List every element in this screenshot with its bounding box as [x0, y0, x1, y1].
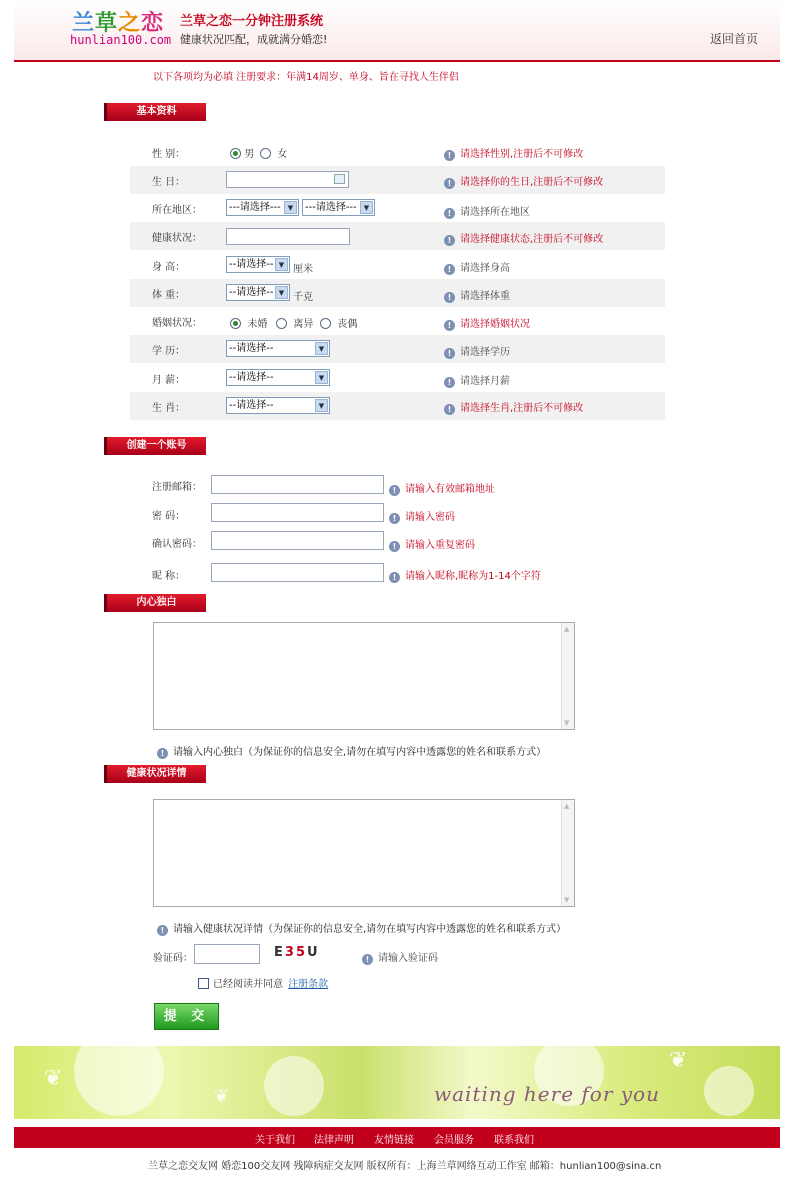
zodiac-hint: ! 请选择生肖,注册后不可修改: [444, 399, 583, 415]
back-home-link[interactable]: 返回首页: [710, 32, 759, 46]
radio-female[interactable]: [260, 148, 271, 159]
height-unit: 厘米: [293, 264, 313, 275]
gender-female-option[interactable]: [260, 145, 287, 160]
region-hint: ! 请选择所在地区: [444, 203, 530, 219]
captcha-char: 3: [284, 945, 296, 960]
section-create-account: 创建一个账号: [104, 437, 206, 455]
chevron-down-icon: ▼: [315, 399, 328, 412]
weight-hint: ! 请选择体重: [444, 287, 510, 303]
footer-link-friends[interactable]: 友情链接: [374, 1135, 414, 1146]
row-region: [130, 194, 665, 222]
info-icon: !: [157, 748, 168, 759]
confirm-password-input[interactable]: [211, 531, 384, 550]
height-label: 身 高：: [152, 262, 186, 273]
nickname-input[interactable]: [211, 563, 384, 582]
captcha-char: U: [306, 945, 320, 960]
row-marital: [130, 307, 665, 335]
education-label: 学 历：: [152, 346, 186, 357]
gender-male-option[interactable]: [230, 145, 254, 160]
gender-label: 性 别：: [152, 149, 186, 160]
footer-nav: [14, 1127, 780, 1148]
submit-button[interactable]: 提 交: [154, 1003, 219, 1030]
education-select[interactable]: --请选择-- ▼: [226, 340, 330, 357]
health-hint: ! 请选择健康状态,注册后不可修改: [444, 230, 603, 246]
confirm-password-label: 确认密码：: [152, 539, 202, 550]
gender-female-label: 女: [277, 149, 288, 160]
region-label: 所在地区：: [152, 205, 202, 216]
agree-text: 已经阅读并同意: [213, 979, 283, 990]
health-label: 健康状况：: [152, 233, 202, 244]
password-input[interactable]: [211, 503, 384, 522]
city-select[interactable]: ---请选择--- ▼: [302, 199, 375, 216]
marital-widowed-option[interactable]: 丧偶: [320, 315, 357, 330]
butterfly-icon: ❦: [44, 1066, 63, 1091]
footer-banner: [14, 1046, 780, 1119]
email-input[interactable]: [211, 475, 384, 494]
email-hint: ! 请输入有效邮箱地址: [389, 480, 495, 496]
height-hint: ! 请选择身高: [444, 259, 510, 275]
logo-domain: hunlian100.com: [70, 33, 172, 47]
weight-unit: 千克: [293, 292, 313, 303]
chevron-down-icon: ▼: [315, 371, 328, 384]
logo-char: 恋: [141, 10, 165, 36]
info-icon: !: [444, 208, 455, 219]
footer-link-legal[interactable]: 法律声明: [314, 1135, 354, 1146]
logo-char: 草: [95, 10, 119, 36]
salary-select[interactable]: --请选择-- ▼: [226, 369, 330, 386]
agree-row: [198, 975, 328, 990]
captcha-image[interactable]: [274, 945, 320, 960]
zodiac-label: 生 肖：: [152, 403, 186, 414]
gender-male-label: 男: [244, 149, 255, 160]
info-icon: !: [389, 572, 400, 583]
info-icon: !: [444, 377, 455, 388]
education-hint: ! 请选择学历: [444, 343, 510, 359]
nickname-label: 昵 称：: [152, 571, 186, 582]
footer-link-contact[interactable]: 联系我们: [494, 1135, 534, 1146]
info-icon: !: [444, 320, 455, 331]
password-hint: ! 请输入密码: [389, 508, 455, 524]
section-health-detail: 健康状况详情: [104, 765, 206, 783]
health-detail-hint: ! 请输入健康状况详情（为保证你的信息安全,请勿在填写内容中透露您的姓名和联系方式）: [157, 920, 566, 936]
captcha-char: E: [274, 945, 285, 960]
info-icon: !: [444, 235, 455, 246]
info-icon: !: [444, 150, 455, 161]
butterfly-icon: ❦: [669, 1048, 688, 1073]
scrollbar[interactable]: [561, 623, 574, 729]
salary-label: 月 薪：: [152, 375, 186, 386]
row-health: [130, 222, 665, 250]
scrollbar[interactable]: [561, 800, 574, 906]
page-title: 兰草之恋一分钟注册系统: [180, 14, 324, 29]
row-gender: [130, 138, 665, 166]
confirm-password-hint: ! 请输入重复密码: [389, 536, 475, 552]
section-monologue: 内心独白: [104, 594, 206, 612]
footer-link-about[interactable]: 关于我们: [255, 1135, 295, 1146]
captcha-label: 验证码：: [153, 953, 193, 964]
chevron-down-icon: ▼: [315, 342, 328, 355]
chevron-down-icon: ▼: [360, 201, 373, 214]
nickname-hint: ! 请输入昵称,昵称为1-14个字符: [389, 567, 541, 583]
butterfly-icon: ❦: [214, 1086, 230, 1107]
birthday-label: 生 日：: [152, 177, 186, 188]
info-icon: !: [389, 485, 400, 496]
marital-label: 婚姻状况：: [152, 318, 202, 329]
monologue-hint: ! 请输入内心独白（为保证你的信息安全,请勿在填写内容中透露您的姓名和联系方式）: [157, 743, 546, 759]
required-notice: 以下各项均为必填 注册要求：年满14周岁、单身、旨在寻找人生伴侣: [153, 72, 459, 83]
province-select[interactable]: ---请选择--- ▼: [226, 199, 299, 216]
info-icon: !: [157, 925, 168, 936]
row-zodiac: [130, 392, 665, 420]
radio-divorced[interactable]: [276, 318, 287, 329]
row-height: [130, 251, 665, 279]
section-basic-info: 基本资料: [104, 103, 206, 121]
captcha-hint: ! 请输入验证码: [362, 949, 438, 965]
agree-checkbox[interactable]: [198, 978, 209, 989]
row-birthday: [130, 166, 665, 194]
gender-hint: ! 请选择性别,注册后不可修改: [444, 145, 583, 161]
logo-char: 兰: [72, 10, 96, 36]
row-education: [130, 335, 665, 363]
zodiac-select[interactable]: --请选择-- ▼: [226, 397, 330, 414]
captcha-input[interactable]: [194, 944, 260, 964]
marital-single-option[interactable]: 未婚: [230, 315, 267, 330]
page-subtitle: 健康状况匹配，成就满分婚恋!: [180, 33, 328, 46]
info-icon: !: [444, 264, 455, 275]
row-salary: [130, 364, 665, 392]
info-icon: !: [389, 513, 400, 524]
info-icon: !: [444, 178, 455, 189]
calendar-icon[interactable]: [334, 174, 345, 184]
info-icon: !: [362, 954, 373, 965]
info-icon: !: [389, 541, 400, 552]
birthday-hint: ! 请选择你的生日,注册后不可修改: [444, 173, 603, 189]
banner-slogan: waiting here for you: [434, 1082, 660, 1106]
marital-divorced-option[interactable]: 离异: [276, 315, 313, 330]
radio-single[interactable]: [230, 318, 241, 329]
weight-select[interactable]: --请选择-- ▼: [226, 284, 290, 301]
password-label: 密 码：: [152, 511, 186, 522]
height-select[interactable]: --请选择-- ▼: [226, 256, 290, 273]
email-label: 注册邮箱：: [152, 482, 202, 493]
row-weight: [130, 279, 665, 307]
chevron-down-icon: ▼: [275, 286, 288, 299]
radio-widowed[interactable]: [320, 318, 331, 329]
terms-link[interactable]: 注册条款: [288, 979, 329, 990]
monologue-textarea[interactable]: [153, 622, 575, 730]
copyright: 兰草之恋交友网 婚恋100交友网 残障病症交友网 版权所有：上海兰草网络互动工作室 邮箱：hunlian100@sina.cn: [148, 1161, 662, 1172]
info-icon: !: [444, 348, 455, 359]
info-icon: !: [444, 292, 455, 303]
birthday-input[interactable]: [226, 171, 349, 188]
chevron-down-icon: ▼: [275, 258, 288, 271]
chevron-down-icon: ▼: [284, 201, 297, 214]
info-icon: !: [444, 404, 455, 415]
marital-hint: ! 请选择婚姻状况: [444, 315, 530, 331]
captcha-char: 5: [295, 945, 307, 960]
radio-male[interactable]: [230, 148, 241, 159]
health-detail-textarea[interactable]: [153, 799, 575, 907]
logo-char: 之: [118, 10, 142, 36]
footer-link-member[interactable]: 会员服务: [434, 1135, 474, 1146]
health-input[interactable]: [226, 228, 350, 245]
weight-label: 体 重：: [152, 290, 186, 301]
salary-hint: ! 请选择月薪: [444, 372, 510, 388]
